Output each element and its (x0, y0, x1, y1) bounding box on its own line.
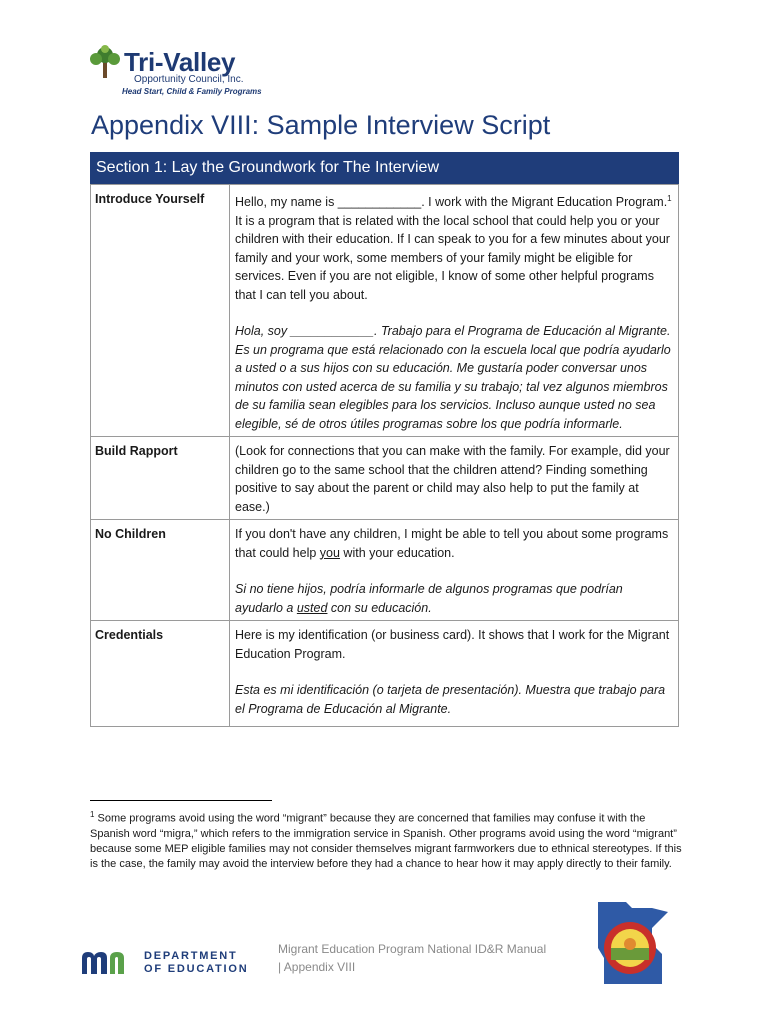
english-text-part: Hello, my name is ____________. I work with the Migrant Education Program. (235, 195, 668, 210)
mn-department-of-education-logo (80, 950, 265, 976)
table-row (91, 437, 679, 520)
spanish-text-part: con su educación. (327, 600, 432, 615)
spanish-text: Hola, soy ____________. Trabajo para el Programa de Educación al Migrante. Es un programa que está relacionado con la escuela local que podría ayudarlo a usted o a sus hijos con su educación. Me gustaría poder conversar unos minutos con usted acerca de su familia y su trabajo; tal vez algunos miembros de su familia sean elegibles para los servicios. Incluso aunque usted no sea elegible, sé de otros útiles programas sobre los que podría informarle. (235, 324, 671, 431)
tree-logo-icon (88, 44, 122, 80)
footnote (90, 807, 682, 872)
row-label: Introduce Yourself (91, 185, 230, 437)
english-text-part: If you don't have any children, I might be able to tell you about some programs that could help (235, 527, 669, 560)
row-content (230, 621, 679, 727)
english-text (235, 525, 674, 562)
english-text: (Look for connections that you can make with the family. For example, did your children go to the same school that the children attend? Finding something positive to say about the parent or child may also help to put the family at ease.) (235, 444, 670, 514)
english-text-part: It is a program that is related with the local school that could help you or your children with their education. If I can speak to you for a few minutes about your family and your work, some members of your family might be eligible for services. Even if you are not eligible, I know of some other helpful programs that I can tell you about. (235, 213, 670, 302)
section-header: Section 1: Lay the Groundwork for The Interview (90, 152, 679, 184)
mn-logo-icon (80, 950, 140, 976)
spanish-text (235, 580, 674, 617)
english-text: Here is my identification (or business card). It shows that I work for the Migrant Education Program. (235, 628, 670, 661)
row-label: No Children (91, 520, 230, 621)
table-row (91, 621, 679, 727)
department-name (144, 950, 249, 976)
manual-title: Migrant Education Program National ID&R Manual (278, 942, 547, 956)
footnote-text: Some programs avoid using the word “migrant” because they are concerned that families may confuse it with the Spanish word “migra,” which refers to the immigration service in Spanish. Other programs avoid using the word “migrant” because some MEP eligible families may not consider themselves migrant farmworkers due to ethnical stereotypes. If this is the case, the family may avoid the interview before they had a chance to hear how it may apply directly to their family. (90, 812, 682, 871)
table-row (91, 520, 679, 621)
spanish-text-part: Si no tiene hijos, podría informarle de algunos programas que podrían ayudarlo a (235, 582, 623, 615)
row-label: Build Rapport (91, 437, 230, 520)
english-text-part: with your education. (339, 545, 455, 560)
underlined-word: you (319, 545, 340, 560)
row-content (230, 520, 679, 621)
org-name: Tri-Valley (124, 47, 236, 77)
manual-section: | Appendix VIII (278, 960, 356, 974)
org-subtitle: Opportunity Council, Inc. (134, 74, 244, 85)
table-row (91, 185, 679, 437)
org-tagline: Head Start, Child & Family Programs (122, 87, 262, 96)
english-text (235, 190, 674, 304)
interview-script-table (90, 184, 679, 727)
footnote-divider (90, 800, 272, 801)
underlined-word: usted (296, 600, 328, 615)
page-title: Appendix VIII: Sample Interview Script (91, 110, 551, 140)
row-label: Credentials (91, 621, 230, 727)
row-content (230, 437, 679, 520)
department-line: DEPARTMENT (144, 950, 238, 962)
minnesota-seal-icon (592, 898, 674, 988)
footnote-reference[interactable]: 1 (667, 194, 672, 203)
spanish-text: Esta es mi identificación (o tarjeta de presentación). Muestra que trabajo para el Programa de Educación al Migrante. (235, 683, 666, 716)
row-content (230, 185, 679, 437)
page-footer (278, 940, 578, 976)
tri-valley-logo (88, 44, 262, 96)
footnote-number: 1 (90, 810, 95, 819)
department-line: OF EDUCATION (144, 963, 249, 975)
